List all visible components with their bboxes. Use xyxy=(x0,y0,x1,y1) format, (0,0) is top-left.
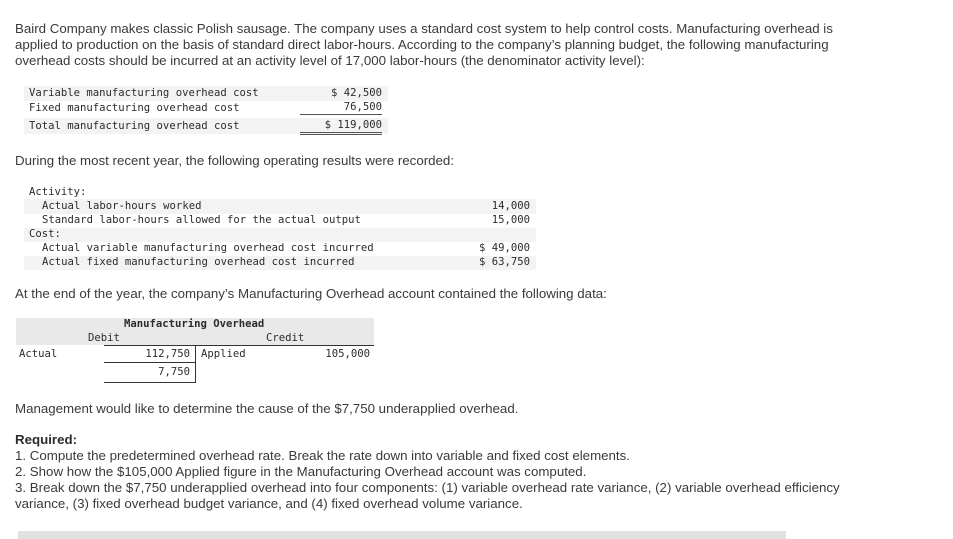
budget-label-fixed: Fixed manufacturing overhead cost xyxy=(29,102,240,114)
actual-value: 112,750 xyxy=(145,348,190,360)
horizontal-scrollbar[interactable] xyxy=(18,531,786,539)
cost-label: Cost: xyxy=(29,228,61,240)
intro-paragraph: Baird Company makes classic Polish sausage. The company uses a standard cost system to help control costs. Manufacturing overhead is applied to production on the basis of standard direct labor-hours. According to the company’s planning budget, the following manufacturing overhead costs should be incurred at an activity level of 17,000 labor-hours (the denominator activity level): xyxy=(15,21,833,68)
balance-value: 7,750 xyxy=(158,366,190,378)
required-item-2: 2. Show how the $105,000 Applied figure in the Manufacturing Overhead account was computed. xyxy=(15,464,587,479)
account-intro: At the end of the year, the company’s Manufacturing Overhead account contained the following data: xyxy=(15,286,607,301)
budget-label-variable: Variable manufacturing overhead cost xyxy=(29,87,259,99)
debit-header: Debit xyxy=(88,332,120,344)
t-account-balance-rule xyxy=(104,362,196,363)
applied-label: Applied xyxy=(201,348,246,360)
required-heading: Required: xyxy=(15,432,78,447)
results-row-shade xyxy=(24,228,536,242)
required-item-3: 3. Break down the $7,750 underapplied overhead into four components: (1) variable overhead rate variance, (2) variable overhead efficiency variance, (3) fixed overhead budget variance, and (4) fixed overhead volume variance. xyxy=(15,480,840,511)
variable-cost-value: $ 49,000 xyxy=(478,242,530,254)
results-intro: During the most recent year, the following operating results were recorded: xyxy=(15,153,455,168)
budget-value-fixed: 76,500 xyxy=(300,101,382,115)
budget-value-total: $ 119,000 xyxy=(300,119,382,135)
variable-cost-label: Actual variable manufacturing overhead cost incurred xyxy=(42,242,374,254)
t-account-top-rule xyxy=(104,345,374,346)
t-account-bottom-rule xyxy=(104,382,196,383)
budget-value-variable: $ 42,500 xyxy=(330,87,382,99)
standard-hours-value: 15,000 xyxy=(491,214,530,226)
t-account-title: Manufacturing Overhead xyxy=(124,318,265,330)
actual-hours-label: Actual labor-hours worked xyxy=(42,200,202,212)
management-statement: Management would like to determine the cause of the $7,750 underapplied overhead. xyxy=(15,401,519,416)
t-account-center-rule xyxy=(195,345,196,383)
actual-hours-value: 14,000 xyxy=(491,200,530,212)
applied-value: 105,000 xyxy=(325,348,370,360)
credit-header: Credit xyxy=(266,332,305,344)
required-item-1: 1. Compute the predetermined overhead rate. Break the rate down into variable and fixed cost elements. xyxy=(15,448,630,463)
activity-label: Activity: xyxy=(29,186,87,198)
fixed-cost-label: Actual fixed manufacturing overhead cost incurred xyxy=(42,256,355,268)
budget-label-total: Total manufacturing overhead cost xyxy=(29,120,240,132)
fixed-cost-value: $ 63,750 xyxy=(478,256,530,268)
standard-hours-label: Standard labor-hours allowed for the actual output xyxy=(42,214,361,226)
actual-label: Actual xyxy=(19,348,58,360)
